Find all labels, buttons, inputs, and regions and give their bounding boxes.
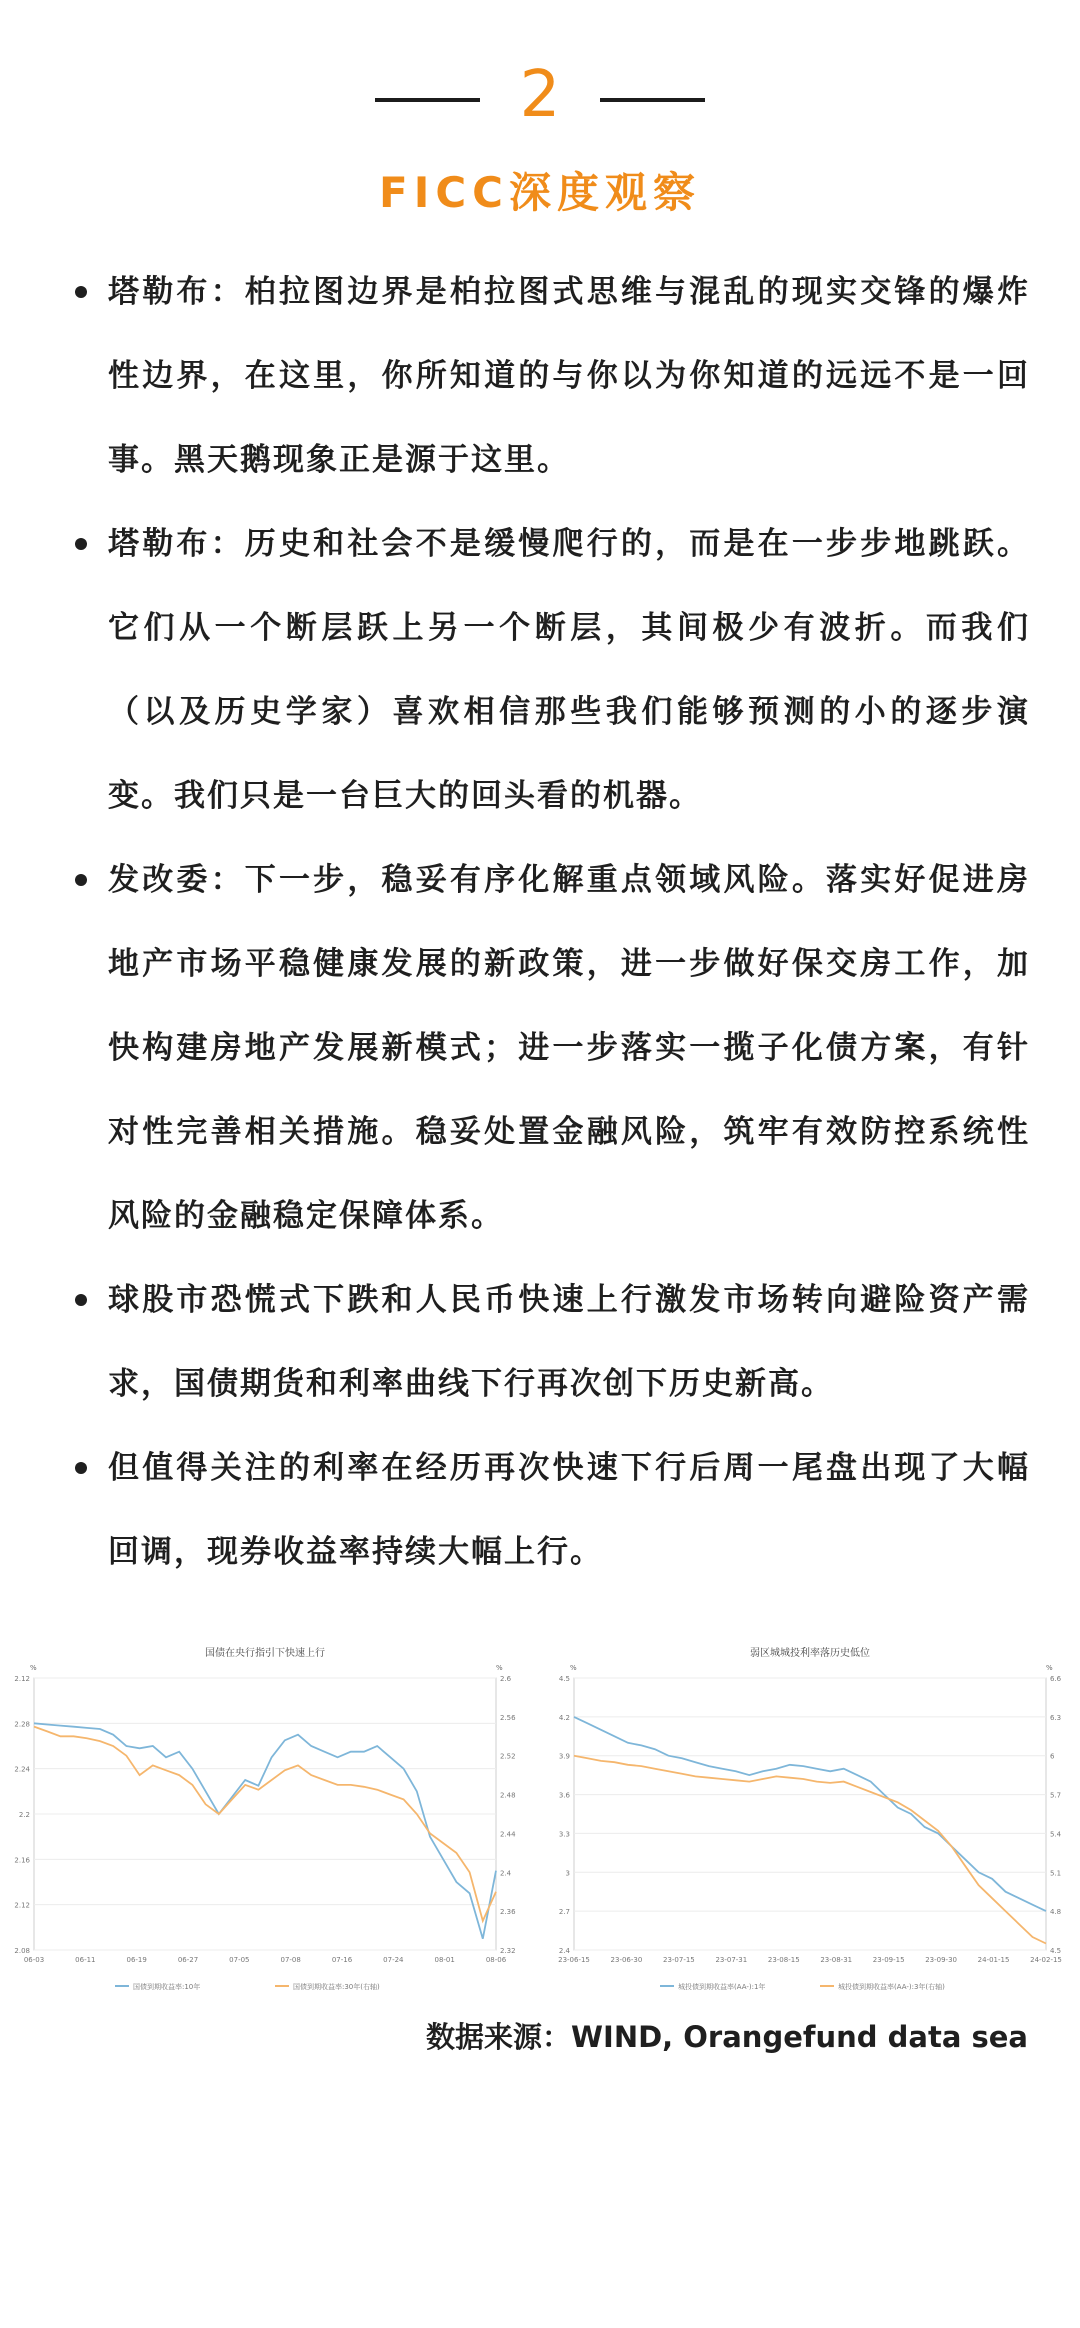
section-header (0, 60, 1080, 130)
x-tick: 23-07-31 (715, 1956, 748, 1964)
x-tick: 07-05 (229, 1956, 250, 1964)
y-right-tick: 6.3 (1050, 1713, 1062, 1722)
x-tick: 24-02-15 (1030, 1956, 1062, 1964)
y-left-tick: 3.3 (558, 1830, 570, 1839)
y-left-tick: 4.2 (558, 1713, 570, 1722)
x-tick: 06-03 (23, 1956, 45, 1964)
bullet-item: 球股市恐慌式下跌和人民币快速上行激发市场转向避险资产需求，国债期货和利率曲线下行再次创下历史新高。 (70, 1258, 1030, 1426)
bullet-item: 发改委：下一步，稳妥有序化解重点领域风险。落实好促进房地产市场平稳健康发展的新政策，进一步做好保交房工作，加快构建房地产发展新模式；进一步落实一揽子化债方案，有针对性完善相关措施。稳妥处置金融风险，筑牢有效防控系统性风险的金融稳定保障体系。 (70, 838, 1030, 1258)
x-tick: 06-27 (177, 1956, 199, 1964)
x-tick: 06-19 (126, 1956, 147, 1964)
y-left-tick: 2.16 (14, 1856, 30, 1865)
y-left-tick: 2.7 (558, 1908, 570, 1917)
y-left-tick: 4.5 (558, 1675, 570, 1683)
x-tick: 23-08-31 (820, 1956, 853, 1964)
series-line-0 (574, 1717, 1046, 1911)
x-tick: 23-08-15 (767, 1956, 800, 1964)
right-divider (600, 98, 705, 102)
y-left-tick: 2.24 (14, 1765, 30, 1774)
y-right-tick: 6 (1050, 1752, 1055, 1761)
y-right-tick: 2.6 (500, 1675, 512, 1683)
x-tick: 23-09-30 (925, 1956, 958, 1964)
chart-title: 国债在央行指引下快速上行 (205, 1648, 325, 1659)
x-tick: 23-06-30 (610, 1956, 643, 1964)
y-right-tick: 5.4 (1050, 1830, 1062, 1839)
data-source: 数据来源：WIND, Orangefund data sea (426, 2020, 1028, 2054)
y-left-tick: 3.9 (558, 1752, 570, 1761)
chart-svg-0 (0, 1640, 530, 2010)
x-tick: 08-01 (434, 1956, 455, 1964)
x-tick: 07-08 (280, 1956, 301, 1964)
y-left-tick: 3.6 (558, 1791, 570, 1800)
bullet-item: 塔勒布：历史和社会不是缓慢爬行的，而是在一步步地跳跃。它们从一个断层跃上另一个断层，其间极少有波折。而我们（以及历史学家）喜欢相信那些我们能够预测的小的逐步演变。我们只是一台巨大的回头看的机器。 (70, 502, 1030, 838)
y-right-tick: 2.48 (500, 1791, 516, 1800)
legend-label: 国债到期收益率:30年(右轴) (293, 1983, 380, 1991)
x-tick: 06-11 (75, 1956, 96, 1964)
y-left-unit: % (30, 1664, 37, 1672)
y-left-unit: % (570, 1664, 577, 1672)
chart-title: 弱区城城投利率落历史低位 (750, 1648, 870, 1659)
y-right-tick: 6.6 (1050, 1675, 1062, 1683)
bullet-item: 但值得关注的利率在经历再次快速下行后周一尾盘出现了大幅回调，现券收益率持续大幅上行。 (70, 1426, 1030, 1594)
y-right-tick: 2.36 (500, 1908, 516, 1917)
section-title: FICC深度观察 (379, 168, 701, 217)
legend-label: 城投债到期收益率(AA-):3年(右轴) (838, 1983, 945, 1991)
y-left-tick: 3 (565, 1869, 570, 1878)
x-tick: 07-24 (383, 1956, 404, 1964)
x-tick: 24-01-15 (977, 1956, 1010, 1964)
x-tick: 08-06 (485, 1956, 507, 1964)
series-line-0 (34, 1723, 496, 1938)
y-right-tick: 5.1 (1050, 1869, 1062, 1878)
y-left-tick: 2.08 (14, 1947, 30, 1955)
y-right-tick: 2.52 (500, 1752, 516, 1761)
y-left-tick: 2.28 (14, 1720, 30, 1729)
x-tick: 23-09-15 (872, 1956, 905, 1964)
chart-treasury-yield (0, 1640, 530, 2010)
y-right-unit: % (496, 1664, 503, 1672)
y-right-tick: 4.5 (1050, 1947, 1062, 1955)
bullet-item: 塔勒布：柏拉图边界是柏拉图式思维与混乱的现实交锋的爆炸性边界，在这里，你所知道的与你以为你知道的远远不是一回事。黑天鹅现象正是源于这里。 (70, 250, 1030, 502)
chart-svg-1 (540, 1640, 1080, 2010)
y-left-tick: 2.4 (558, 1947, 570, 1955)
y-right-tick: 2.32 (500, 1947, 516, 1955)
y-right-tick: 4.8 (1050, 1908, 1062, 1917)
y-right-tick: 2.4 (500, 1869, 512, 1878)
bullet-list (70, 250, 1030, 1594)
x-tick: 23-06-15 (558, 1956, 590, 1964)
y-right-tick: 2.56 (500, 1713, 516, 1722)
y-left-tick: 2.12 (14, 1675, 30, 1683)
y-left-tick: 2.12 (14, 1901, 30, 1910)
plot-frame (574, 1678, 1046, 1950)
y-left-tick: 2.2 (18, 1811, 30, 1819)
section-number: 2 (519, 58, 561, 132)
y-right-unit: % (1046, 1664, 1053, 1672)
x-tick: 07-16 (331, 1956, 353, 1964)
x-tick: 23-07-15 (662, 1956, 695, 1964)
y-right-tick: 5.7 (1050, 1791, 1062, 1800)
series-line-1 (574, 1756, 1046, 1944)
y-right-tick: 2.44 (500, 1830, 516, 1839)
legend-label: 国债到期收益率:10年 (133, 1983, 201, 1991)
chart-lgfv-yield (540, 1640, 1080, 2010)
legend-label: 城投债到期收益率(AA-):1年 (678, 1983, 766, 1991)
